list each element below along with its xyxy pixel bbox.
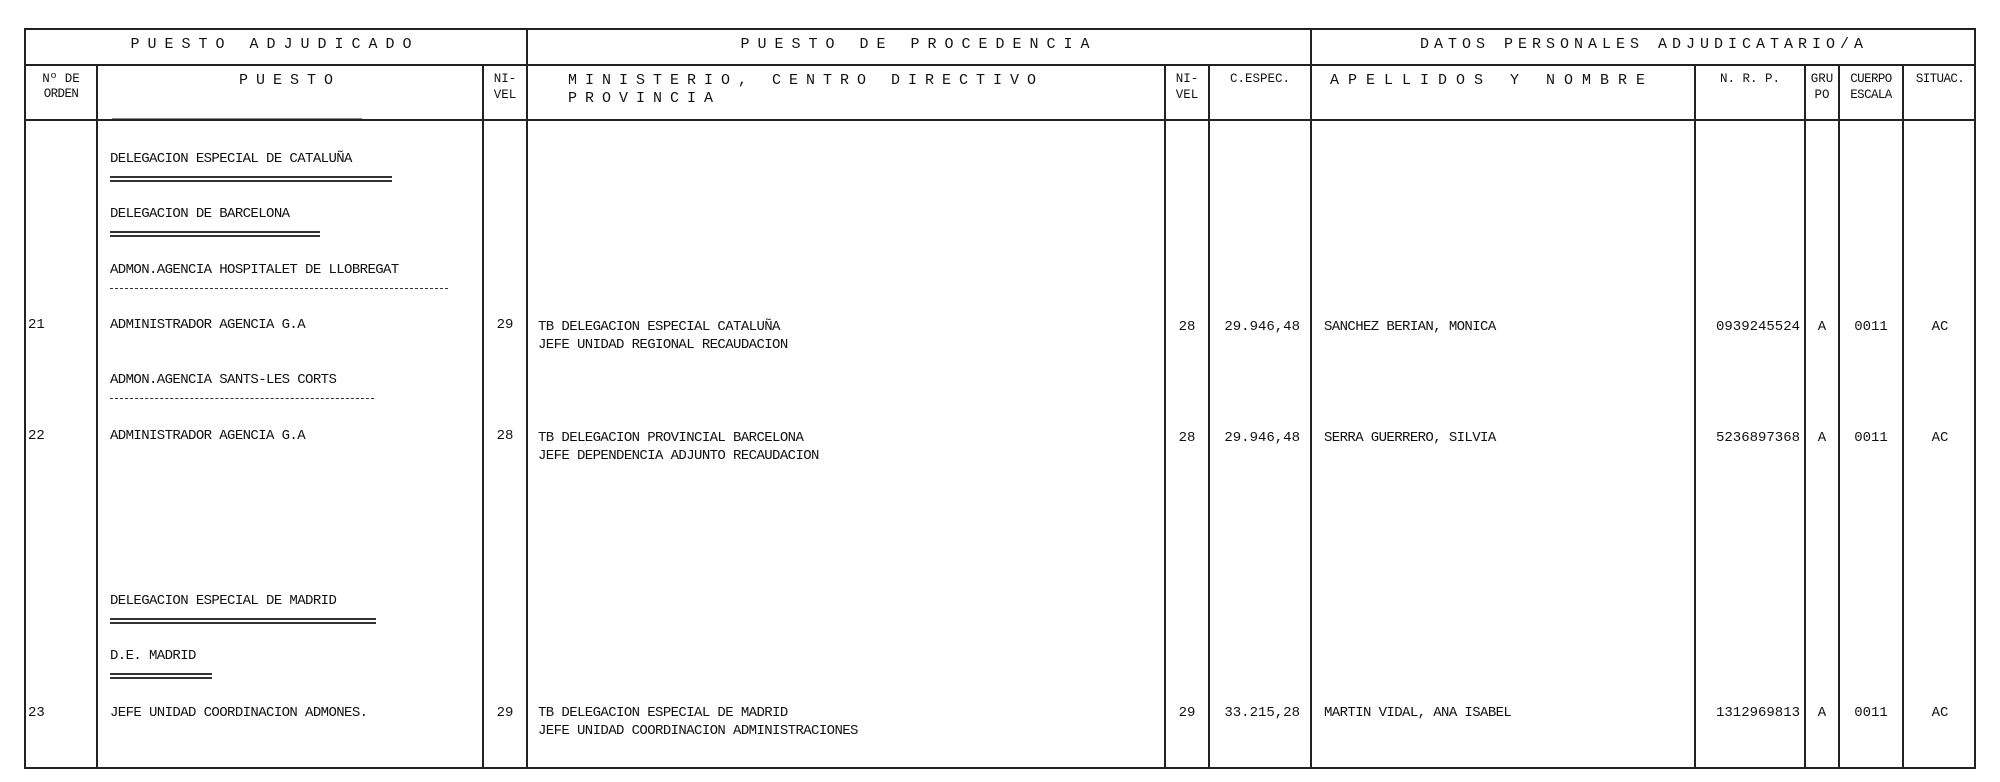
row22-procedencia-2: JEFE DEPENDENCIA ADJUNTO RECAUDACION: [538, 448, 819, 464]
col-line-orden: [96, 64, 98, 769]
header-datos-personales: DATOS PERSONALES ADJUDICATARIO/A: [1419, 36, 1869, 53]
row23-orden: 23: [28, 705, 45, 721]
row22-grupo: A: [1817, 430, 1827, 446]
header-divider-bottom: [24, 119, 1976, 121]
col-line-ministerio: [1164, 64, 1166, 769]
header-puesto-procedencia: PUESTO DE PROCEDENCIA: [740, 36, 1098, 53]
section-delegacion-cataluna: DELEGACION ESPECIAL DE CATALUÑA: [110, 151, 352, 167]
row22-c-espec: 29.946,48: [1224, 430, 1300, 446]
row23-puesto: JEFE UNIDAD COORDINACION ADMONES.: [110, 705, 368, 721]
row22-orden: 22: [28, 428, 45, 444]
header-cuerpo-1: CUERPO: [1850, 72, 1892, 86]
row21-procedencia-1: TB DELEGACION ESPECIAL CATALUÑA: [538, 319, 780, 335]
row22-cuerpo: 0011: [1854, 430, 1888, 446]
header-nivel-proc-1: NI-: [1175, 72, 1199, 86]
section-admon-sants: ADMON.AGENCIA SANTS-LES CORTS: [110, 372, 337, 388]
row22-nivel-proc: 28: [1178, 430, 1196, 446]
section-madrid-underline: [110, 618, 376, 624]
section-cataluna-underline: [110, 176, 392, 182]
col-line-nrp: [1804, 64, 1806, 769]
row22-situac: AC: [1931, 430, 1949, 446]
header-nivel-proc-2: VEL: [1175, 88, 1199, 102]
row21-orden: 21: [28, 317, 45, 333]
header-puesto-adjudicado: PUESTO ADJUDICADO: [130, 36, 420, 53]
row21-cuerpo: 0011: [1854, 319, 1888, 335]
row21-nivel: 29: [496, 317, 514, 333]
header-grupo-2: PO: [1814, 88, 1830, 102]
row23-grupo: A: [1817, 705, 1827, 721]
header-nrp: N. R. P.: [1719, 72, 1780, 86]
row21-nivel-proc: 28: [1178, 319, 1196, 335]
row23-cuerpo: 0011: [1854, 705, 1888, 721]
row22-nombre: SERRA GUERRERO, SILVIA: [1324, 430, 1496, 446]
row21-situac: AC: [1931, 319, 1949, 335]
header-nivel-1: NI-: [493, 72, 517, 86]
group-divider-1: [526, 28, 528, 769]
row21-procedencia-2: JEFE UNIDAD REGIONAL RECAUDACION: [538, 337, 788, 353]
header-ministerio-1: MINISTERIO, CENTRO DIRECTIVO: [568, 72, 1045, 89]
group-divider-2: [1310, 28, 1312, 769]
row22-nrp: 5236897368: [1715, 430, 1800, 446]
row21-puesto: ADMINISTRADOR AGENCIA G.A: [110, 317, 306, 333]
row23-procedencia-2: JEFE UNIDAD COORDINACION ADMINISTRACIONES: [538, 723, 858, 739]
header-puesto-rule: [112, 118, 362, 119]
section-delegacion-barcelona: DELEGACION DE BARCELONA: [110, 206, 290, 222]
header-puesto: PUESTO: [238, 72, 341, 89]
col-line-puesto: [482, 64, 484, 769]
header-c-espec: C.ESPEC.: [1229, 72, 1290, 86]
row23-nombre: MARTIN VIDAL, ANA ISABEL: [1324, 705, 1512, 721]
row21-c-espec: 29.946,48: [1224, 319, 1300, 335]
row21-nombre: SANCHEZ BERIAN, MONICA: [1324, 319, 1496, 335]
header-divider-top: [24, 64, 1976, 66]
col-line-grupo: [1838, 64, 1840, 769]
col-line-cuerpo: [1902, 64, 1904, 769]
row21-nrp: 0939245524: [1715, 319, 1800, 335]
row22-nivel: 28: [496, 428, 514, 444]
row23-situac: AC: [1931, 705, 1949, 721]
header-orden-2: ORDEN: [43, 87, 79, 101]
row21-grupo: A: [1817, 319, 1827, 335]
header-grupo-1: GRU: [1810, 72, 1834, 86]
header-apellidos: APELLIDOS Y NOMBRE: [1330, 72, 1655, 89]
header-situac: SITUAC.: [1915, 72, 1965, 86]
row23-c-espec: 33.215,28: [1224, 705, 1300, 721]
section-de-madrid: D.E. MADRID: [110, 648, 196, 664]
section-delegacion-madrid: DELEGACION ESPECIAL DE MADRID: [110, 593, 337, 609]
header-cuerpo-2: ESCALA: [1850, 88, 1892, 102]
row22-procedencia-1: TB DELEGACION PROVINCIAL BARCELONA: [538, 430, 804, 446]
row23-procedencia-1: TB DELEGACION ESPECIAL DE MADRID: [538, 705, 788, 721]
row22-puesto: ADMINISTRADOR AGENCIA G.A: [110, 428, 306, 444]
header-orden-1: Nº DE: [42, 72, 80, 86]
col-line-nivel2: [1208, 64, 1210, 769]
section-hospitalet-underline: [110, 288, 448, 289]
col-line-apellidos: [1694, 64, 1696, 769]
section-sants-underline: [110, 398, 374, 399]
row23-nivel-proc: 29: [1178, 705, 1196, 721]
header-nivel-2: VEL: [493, 88, 517, 102]
section-barcelona-underline: [110, 231, 320, 237]
row23-nivel: 29: [496, 705, 514, 721]
section-admon-hospitalet: ADMON.AGENCIA HOSPITALET DE LLOBREGAT: [110, 262, 399, 278]
row23-nrp: 1312969813: [1715, 705, 1800, 721]
section-de-madrid-underline: [110, 673, 212, 679]
header-ministerio-2: PROVINCIA: [568, 90, 722, 107]
